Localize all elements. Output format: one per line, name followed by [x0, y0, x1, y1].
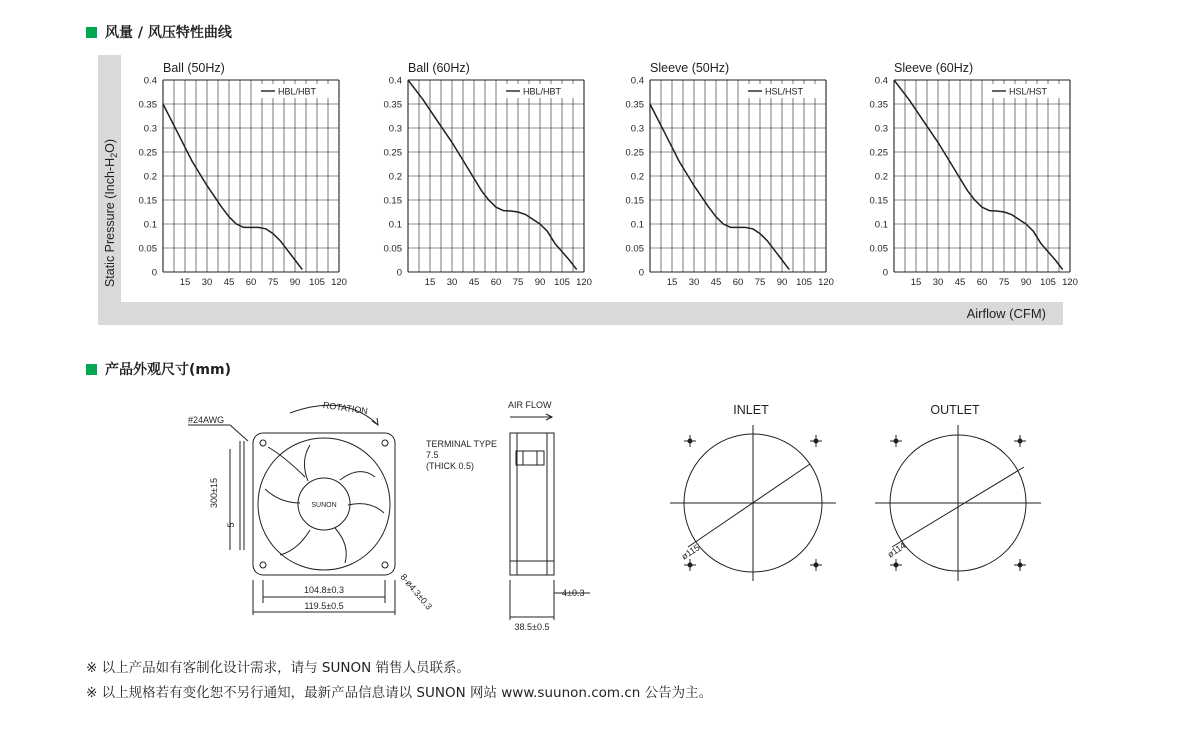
- x-tick-label: 105: [796, 277, 812, 288]
- y-tick-label: 0.15: [138, 195, 157, 207]
- section-title-curves: [86, 22, 232, 42]
- x-tick-label: 30: [201, 277, 213, 288]
- y-tick-label: 0.25: [625, 147, 644, 159]
- mount-hole: [382, 562, 388, 568]
- y-tick-label: 0.35: [625, 99, 644, 111]
- hub-brand: SUNON: [311, 502, 337, 509]
- y-tick-label: 0.1: [388, 219, 402, 231]
- y-axis-label-sub: 2: [109, 152, 119, 158]
- chart-title: Sleeve (60Hz): [894, 61, 974, 75]
- y-tick-label: 0.1: [874, 219, 888, 231]
- y-tick-label: 0.05: [138, 243, 157, 255]
- y-tick-label: 0.15: [383, 195, 402, 207]
- outlet-dia-label: ø114: [885, 540, 908, 560]
- y-tick-label: 0.4: [874, 75, 888, 87]
- note-line-2: ※ 以上规格若有变化恕不另行通知，最新产品信息请以 SUNON 网站 www.suunon.com.cn 公告为主。: [86, 685, 713, 701]
- x-tick-label: 30: [932, 277, 944, 288]
- holes-label: 8-ø4.3±0.3: [398, 571, 435, 612]
- y-tick-label: 0.05: [383, 243, 402, 255]
- fan-side-view: [426, 400, 590, 632]
- width-label: 119.5±0.5: [304, 601, 344, 611]
- inlet-label: INLET: [733, 403, 769, 417]
- charts-root: [139, 61, 1078, 288]
- green-square-icon: [86, 27, 97, 38]
- fan-front-view: [188, 400, 434, 615]
- chart-title: Ball (50Hz): [163, 61, 225, 75]
- note-line-1: ※ 以上产品如有客制化设计需求，请与 SUNON 销售人员联系。: [86, 660, 470, 676]
- y-tick-label: 0.05: [625, 243, 644, 255]
- y-tick-label: 0.4: [630, 75, 644, 87]
- x-tick-label: 45: [223, 277, 235, 288]
- x-tick-label: 60: [245, 277, 257, 288]
- x-tick-label: 75: [998, 277, 1010, 288]
- green-square-icon: [86, 364, 97, 375]
- x-tick-label: 45: [954, 277, 966, 288]
- airflow-label: AIR FLOW: [508, 400, 552, 410]
- terminal-block: [516, 451, 544, 465]
- terminal-type-label: TERMINAL TYPE: [426, 439, 498, 449]
- x-tick-label: 60: [490, 277, 502, 288]
- x-tick-label: 15: [424, 277, 436, 288]
- x-tick-label: 90: [1020, 277, 1032, 288]
- rotation-label: ROTATION: [322, 399, 369, 417]
- x-tick-label: 120: [1062, 277, 1078, 288]
- pq-chart: [139, 61, 347, 288]
- awg-label: #24AWG: [188, 415, 225, 425]
- panel-bottom-band: [98, 302, 1063, 325]
- dimension-drawing: [170, 385, 1050, 635]
- y-axis-label-main: Static Pressure (Inch-H: [103, 157, 117, 288]
- y-tick-label: 0.2: [874, 171, 888, 183]
- x-tick-label: 30: [688, 277, 700, 288]
- legend-label: HBL/HBT: [523, 86, 562, 97]
- pq-chart: [626, 61, 834, 288]
- lead-strip-label: 5: [226, 522, 236, 528]
- x-axis-label: Airflow (CFM): [966, 306, 1046, 321]
- y-tick-label: 0.35: [138, 99, 157, 111]
- x-tick-label: 75: [512, 277, 524, 288]
- y-tick-label: 0: [396, 267, 402, 279]
- x-tick-label: 120: [576, 277, 592, 288]
- mount-hole: [260, 440, 266, 446]
- awg-leader-2: [230, 425, 248, 441]
- y-tick-label: 0.1: [143, 219, 157, 231]
- flange-dim-label: 4±0.3: [562, 588, 585, 598]
- y-axis-label: [103, 139, 119, 287]
- x-tick-label: 90: [289, 277, 301, 288]
- y-tick-label: 0.3: [874, 123, 888, 135]
- x-tick-label: 30: [446, 277, 458, 288]
- y-tick-label: 0.2: [630, 171, 644, 183]
- x-tick-label: 60: [976, 277, 988, 288]
- x-tick-label: 75: [754, 277, 766, 288]
- x-tick-label: 90: [534, 277, 546, 288]
- y-axis-label-end: O): [103, 138, 117, 153]
- lead-length-label: 300±15: [209, 478, 219, 508]
- y-tick-label: 0.2: [143, 171, 157, 183]
- x-tick-label: 120: [331, 277, 347, 288]
- x-tick-label: 105: [309, 277, 325, 288]
- chart-title: Sleeve (50Hz): [650, 61, 730, 75]
- inlet-view: [670, 403, 836, 581]
- x-tick-label: 15: [179, 277, 191, 288]
- inlet-dia-line: [688, 464, 810, 547]
- outlet-label: OUTLET: [930, 403, 980, 417]
- inlet-dia-label: ø115: [679, 542, 702, 562]
- legend-label: HSL/HST: [765, 86, 804, 97]
- hole-spacing-label: 104.8±0.3: [304, 585, 344, 595]
- y-tick-label: 0.3: [388, 123, 402, 135]
- y-tick-label: 0.25: [383, 147, 402, 159]
- y-tick-label: 0.25: [138, 147, 157, 159]
- x-tick-label: 90: [776, 277, 788, 288]
- y-tick-label: 0.4: [143, 75, 157, 87]
- section-title-text: 产品外观尺寸(mm): [105, 362, 231, 378]
- x-tick-label: 60: [732, 277, 744, 288]
- rotation-arrow-icon: [372, 418, 378, 425]
- chart-panel: [98, 55, 1078, 325]
- y-tick-label: 0.05: [869, 243, 888, 255]
- y-tick-label: 0.15: [625, 195, 644, 207]
- x-tick-label: 45: [710, 277, 722, 288]
- charts-svg: [98, 55, 1078, 325]
- y-tick-label: 0.3: [143, 123, 157, 135]
- x-tick-label: 120: [818, 277, 834, 288]
- x-tick-label: 45: [468, 277, 480, 288]
- y-tick-label: 0.3: [630, 123, 644, 135]
- mount-hole: [382, 440, 388, 446]
- pq-chart: [870, 61, 1078, 288]
- y-tick-label: 0: [882, 267, 888, 279]
- pq-chart: [384, 61, 592, 288]
- y-tick-label: 0.2: [388, 171, 402, 183]
- y-tick-label: 0.4: [388, 75, 402, 87]
- y-tick-label: 0.35: [869, 99, 888, 111]
- terminal-size-label: 7.5: [426, 450, 439, 460]
- x-tick-label: 75: [267, 277, 279, 288]
- depth-label: 38.5±0.5: [514, 622, 550, 632]
- section-title-dimensions: [86, 359, 231, 379]
- y-tick-label: 0.15: [869, 195, 888, 207]
- y-tick-label: 0: [151, 267, 157, 279]
- terminal-thick-label: (THICK 0.5): [426, 461, 475, 471]
- series-line: [408, 80, 577, 270]
- series-line: [163, 104, 302, 270]
- section-title-text: 风量 / 风压特性曲线: [105, 25, 232, 41]
- x-tick-label: 105: [554, 277, 570, 288]
- chart-title: Ball (60Hz): [408, 61, 470, 75]
- x-tick-label: 15: [910, 277, 922, 288]
- legend-label: HSL/HST: [1009, 86, 1048, 97]
- y-tick-label: 0.35: [383, 99, 402, 111]
- y-tick-label: 0.25: [869, 147, 888, 159]
- outlet-view: [875, 403, 1041, 581]
- y-tick-label: 0: [638, 267, 644, 279]
- mount-hole: [260, 562, 266, 568]
- series-line: [650, 104, 789, 270]
- x-tick-label: 15: [666, 277, 678, 288]
- x-tick-label: 105: [1040, 277, 1056, 288]
- y-tick-label: 0.1: [630, 219, 644, 231]
- legend-label: HBL/HBT: [278, 86, 317, 97]
- series-line: [894, 80, 1063, 270]
